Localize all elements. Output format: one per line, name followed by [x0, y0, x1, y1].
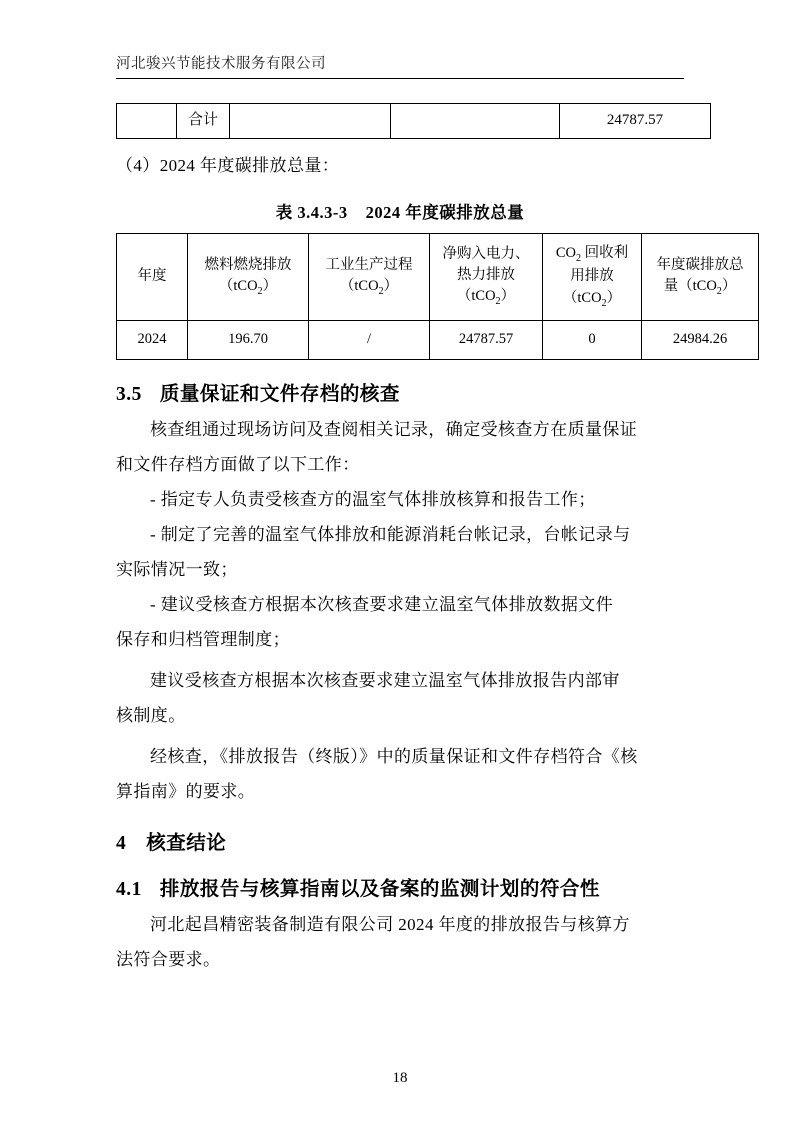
paragraph-internal-review-line1: 建议受核查方根据本次核查要求建立温室气体排放报告内部审 [150, 671, 620, 691]
list-item-3-line2: 保存和归档管理制度； [116, 630, 290, 650]
header-purchased-power: 净购入电力、 热力排放 （tCO$_2$） [430, 234, 543, 321]
paragraph-internal-review-line2: 核制度。 [116, 706, 186, 726]
paragraph-compliance-line2: 法符合要求。 [116, 950, 221, 970]
table-row [117, 321, 759, 360]
header-year: 年度 [117, 234, 188, 321]
section-heading-3-5 [116, 378, 684, 406]
page-number: 18 [392, 1070, 408, 1086]
cell-total-label: 合计 [177, 104, 230, 139]
table-caption-title: 2024 年度碳排放总量 [365, 203, 525, 222]
header-industrial-process: 工业生产过程 （tCO$_2$） [309, 234, 430, 321]
list-item-1: - 指定专人负责受核查方的温室气体排放核算和报告工作； [150, 490, 596, 510]
paragraph-qa-intro-line2: 和文件存档方面做了以下工作： [116, 455, 360, 475]
section-heading-4 [116, 827, 684, 855]
cell-empty-3 [391, 104, 560, 139]
subsection-label: （4）2024 年度碳排放总量： [116, 156, 340, 175]
table-row [117, 104, 711, 139]
header-co2-recovery: $CO_2$ 回收利 用排放 （tCO$_2$） [543, 234, 642, 321]
paragraph-compliance-line1: 河北起昌精密装备制造有限公司 2024 年度的排放报告与核算方 [150, 915, 630, 935]
cell-fuel-combustion: 196.70 [188, 321, 309, 360]
emissions-table [116, 233, 759, 360]
paragraph-conclusion-line2: 算指南》的要求。 [116, 782, 256, 802]
table-caption [116, 199, 684, 223]
cell-purchased-power: 24787.57 [430, 321, 543, 360]
summary-table [116, 103, 711, 139]
header-annual-total: 年度碳排放总 量（tCO$_2$） [642, 234, 759, 321]
cell-industrial-process: / [309, 321, 430, 360]
list-item-2-line2: 实际情况一致； [116, 560, 238, 580]
cell-empty-1 [117, 104, 177, 139]
header-fuel-combustion: 燃料燃烧排放 （tCO$_2$） [188, 234, 309, 321]
section-number: 4 [116, 833, 127, 855]
table-caption-number: 表 3.4.3-3 [275, 203, 348, 222]
paragraph-conclusion-line1: 经核查，《排放报告（终版）》中的质量保证和文件存档符合《核 [150, 747, 638, 767]
list-item-3-line1: - 建议受核查方根据本次核查要求建立温室气体排放数据文件 [150, 595, 614, 615]
cell-co2-recovery: 0 [543, 321, 642, 360]
cell-annual-total: 24984.26 [642, 321, 759, 360]
section-title: 排放报告与核算指南以及备案的监测计划的符合性 [159, 879, 600, 901]
section-title: 核查结论 [146, 833, 227, 855]
section-number: 3.5 [116, 384, 142, 405]
page-header: 河北骏兴节能技术服务有限公司 [116, 0, 684, 79]
list-item-2-line1: - 制定了完善的温室气体排放和能源消耗台帐记录，台帐记录与 [150, 525, 631, 545]
paragraph-qa-intro-line1: 核查组通过现场访问及查阅相关记录，确定受核查方在质量保证 [150, 420, 638, 439]
section-title: 质量保证和文件存档的核查 [159, 384, 400, 405]
cell-total-value: 24787.57 [560, 104, 711, 139]
cell-empty-2 [230, 104, 391, 139]
cell-year: 2024 [117, 321, 188, 360]
table-header-row [117, 234, 759, 321]
section-number: 4.1 [116, 879, 142, 901]
section-heading-4-1 [116, 873, 684, 901]
